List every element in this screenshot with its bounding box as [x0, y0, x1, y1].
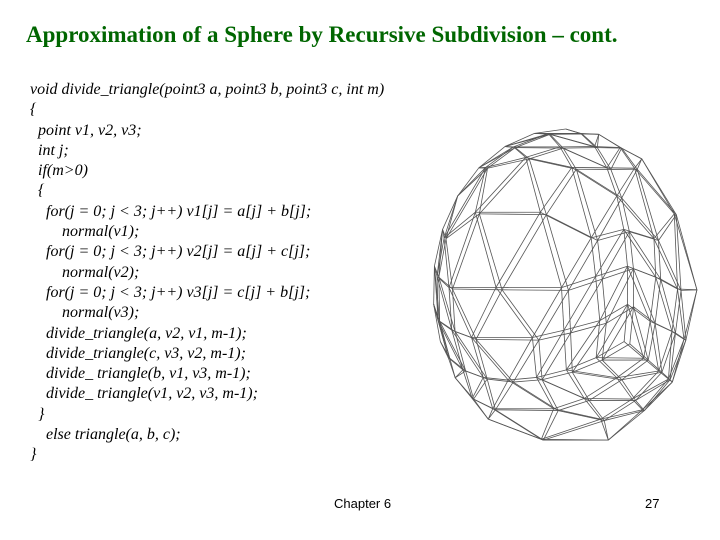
wireframe-edge: [486, 157, 526, 167]
wireframe-edge: [566, 370, 616, 378]
wireframe-edge: [571, 279, 603, 333]
wireframe-sphere-figure: [430, 126, 700, 452]
wireframe-edge: [568, 279, 602, 290]
code-line: {: [30, 182, 45, 200]
wireframe-edge: [659, 371, 669, 379]
code-line: normal(v2);: [30, 263, 140, 281]
code-line: }: [30, 446, 37, 464]
wireframe-edge: [637, 169, 658, 240]
wireframe-edge: [476, 290, 502, 340]
wireframe-edge: [589, 380, 622, 401]
wireframe-edge: [515, 134, 550, 147]
wireframe-edge: [546, 169, 576, 214]
wireframe-edge: [642, 159, 677, 215]
wireframe-edge: [644, 321, 650, 358]
page-number: 27: [645, 496, 660, 511]
wireframe-edge: [650, 277, 656, 321]
wireframe-edge: [655, 279, 661, 323]
wireframe-edge: [566, 129, 581, 133]
wireframe-edge: [572, 372, 622, 380]
wireframe-edge: [591, 229, 624, 237]
wireframe-edge: [502, 290, 568, 291]
wireframe-edge: [508, 380, 553, 409]
wireframe-edge: [596, 358, 644, 359]
wireframe-edge: [658, 240, 660, 279]
wireframe-edge: [537, 370, 567, 378]
wireframe-edge: [541, 419, 600, 439]
wireframe-edge: [475, 212, 496, 287]
wireframe-edge: [543, 421, 604, 441]
wireframe-edge: [495, 410, 558, 411]
wireframe-edge: [434, 266, 435, 304]
wireframe-edge: [601, 399, 632, 419]
wireframe-edge: [620, 148, 634, 169]
wireframe-edge: [656, 277, 672, 331]
wireframe-edge: [472, 398, 473, 399]
code-line: normal(v1);: [30, 223, 140, 241]
code-line: normal(v3);: [30, 304, 140, 322]
wireframe-edge: [622, 169, 638, 198]
wireframe-edge: [620, 148, 642, 159]
wireframe-edge: [591, 196, 617, 238]
wireframe-edge: [598, 240, 603, 279]
code-line: for(j = 0; j < 3; j++) v2[j] = a[j] + c[j];: [30, 243, 311, 261]
wireframe-edge: [505, 134, 548, 147]
wireframe-edge: [622, 360, 648, 380]
wireframe-edge: [560, 147, 572, 168]
code-block: [30, 80, 384, 466]
wireframe-edge: [452, 214, 479, 289]
wireframe-edge: [648, 360, 662, 372]
wireframe-edge: [642, 382, 672, 410]
wireframe-edge: [598, 198, 622, 241]
wireframe-edge: [496, 287, 532, 337]
wireframe-edge: [472, 338, 509, 381]
wireframe-edge: [674, 214, 697, 290]
wireframe-edge: [637, 169, 676, 214]
wireframe-edge: [472, 287, 497, 337]
wireframe-edge: [564, 276, 596, 330]
code-line: point v1, v2, v3;: [30, 121, 142, 139]
code-line: divide_triangle(c, v3, v2, m-1);: [30, 344, 246, 362]
code-line: if(m>0): [30, 162, 88, 180]
wireframe-edge: [479, 214, 502, 290]
wireframe-edge: [496, 212, 540, 287]
code-line: divide_ triangle(b, v1, v3, m-1);: [30, 365, 251, 383]
wireframe-edge: [539, 333, 571, 340]
wireframe-edge: [599, 134, 622, 148]
wireframe-edge: [602, 307, 633, 360]
wireframe-edge: [526, 157, 572, 167]
wireframe-edge: [562, 288, 564, 331]
wireframe-edge: [493, 380, 509, 409]
wireframe-edge: [540, 212, 591, 238]
wireframe-edge: [526, 157, 541, 212]
wireframe-edge: [532, 288, 561, 338]
wireframe-edge: [476, 339, 539, 340]
wireframe-edge: [632, 399, 642, 410]
wireframe-edge: [455, 332, 487, 380]
wireframe-edge: [542, 380, 558, 411]
wireframe-edge: [513, 147, 525, 158]
wireframe-edge: [617, 378, 632, 399]
code-line: for(j = 0; j < 3; j++) v3[j] = c[j] + b[j];: [30, 283, 311, 301]
wireframe-edge: [532, 338, 536, 378]
wireframe-edge: [540, 212, 561, 287]
code-line: divide_ triangle(v1, v2, v3, m-1);: [30, 385, 258, 403]
wireframe-edge: [529, 159, 546, 215]
wireframe-edge: [495, 382, 513, 410]
footer-chapter: Chapter 6: [334, 496, 392, 511]
wireframe-edge: [537, 377, 554, 408]
wireframe-edge: [624, 229, 628, 266]
wireframe-edge: [596, 276, 600, 320]
wireframe-edge: [650, 321, 672, 331]
wireframe-edge: [632, 379, 668, 399]
code-line: {: [30, 101, 37, 119]
wireframe-edge: [629, 232, 660, 279]
wireframe-edge: [546, 215, 568, 291]
wireframe-edge: [571, 333, 573, 372]
wireframe-edge: [591, 238, 595, 277]
wireframe-edge: [654, 239, 656, 278]
wireframe-edge: [440, 321, 466, 371]
wireframe-edge: [508, 338, 532, 381]
wireframe-edge: [562, 276, 596, 287]
wireframe-edge: [576, 169, 621, 198]
wireframe-edge: [455, 378, 472, 399]
wireframe-edge: [622, 148, 638, 169]
wireframe-edge: [479, 214, 546, 215]
wireframe-edge: [513, 382, 558, 411]
wireframe-edge: [532, 330, 563, 337]
code-line: int j;: [30, 141, 69, 159]
code-line: void divide_triangle(point3 a, point3 b, point3 c, int m): [30, 81, 385, 98]
wireframe-edge: [502, 215, 546, 290]
wireframe-edge: [617, 168, 635, 196]
wireframe-edge: [546, 215, 597, 241]
wireframe-edge: [560, 147, 607, 168]
wireframe-edge: [529, 159, 576, 169]
wireframe-edge: [458, 168, 479, 196]
wireframe-edge: [508, 377, 536, 380]
wireframe-edge: [540, 167, 571, 212]
wireframe-edge: [572, 372, 589, 400]
wireframe-edge: [576, 169, 597, 240]
wireframe-edge: [568, 290, 570, 333]
wireframe-edge: [568, 240, 597, 290]
code-line: divide_triangle(a, v2, v1, m-1);: [30, 324, 247, 342]
wireframe-edge: [644, 380, 670, 411]
code-line: for(j = 0; j < 3; j++) v1[j] = a[j] + b[j];: [30, 202, 312, 220]
wireframe-edge: [474, 399, 489, 419]
wireframe-edge: [463, 370, 472, 399]
wireframe-edge: [684, 290, 697, 340]
slide-title: Approximation of a Sphere by Recursive Subdivision – cont.: [26, 22, 618, 47]
wireframe-edge: [539, 340, 542, 380]
wireframe-edge: [602, 279, 606, 323]
wireframe-edge: [562, 238, 592, 288]
wireframe-edge: [558, 411, 604, 421]
wireframe-edge: [542, 372, 572, 379]
wireframe-edge: [624, 342, 644, 359]
wireframe-edge: [526, 147, 560, 158]
wireframe-edge: [658, 215, 676, 241]
wireframe-edge: [602, 232, 629, 279]
wireframe-edge: [529, 148, 563, 159]
code-line: else triangle(a, b, c);: [30, 426, 181, 444]
wireframe-edge: [584, 378, 617, 399]
wireframe-edge: [564, 330, 566, 370]
wireframe-edge: [654, 239, 678, 289]
wireframe-edge: [534, 129, 565, 133]
wireframe-edge: [617, 358, 644, 378]
wireframe-edge: [659, 332, 672, 371]
code-line: }: [30, 405, 45, 423]
wireframe-edge: [502, 290, 539, 340]
